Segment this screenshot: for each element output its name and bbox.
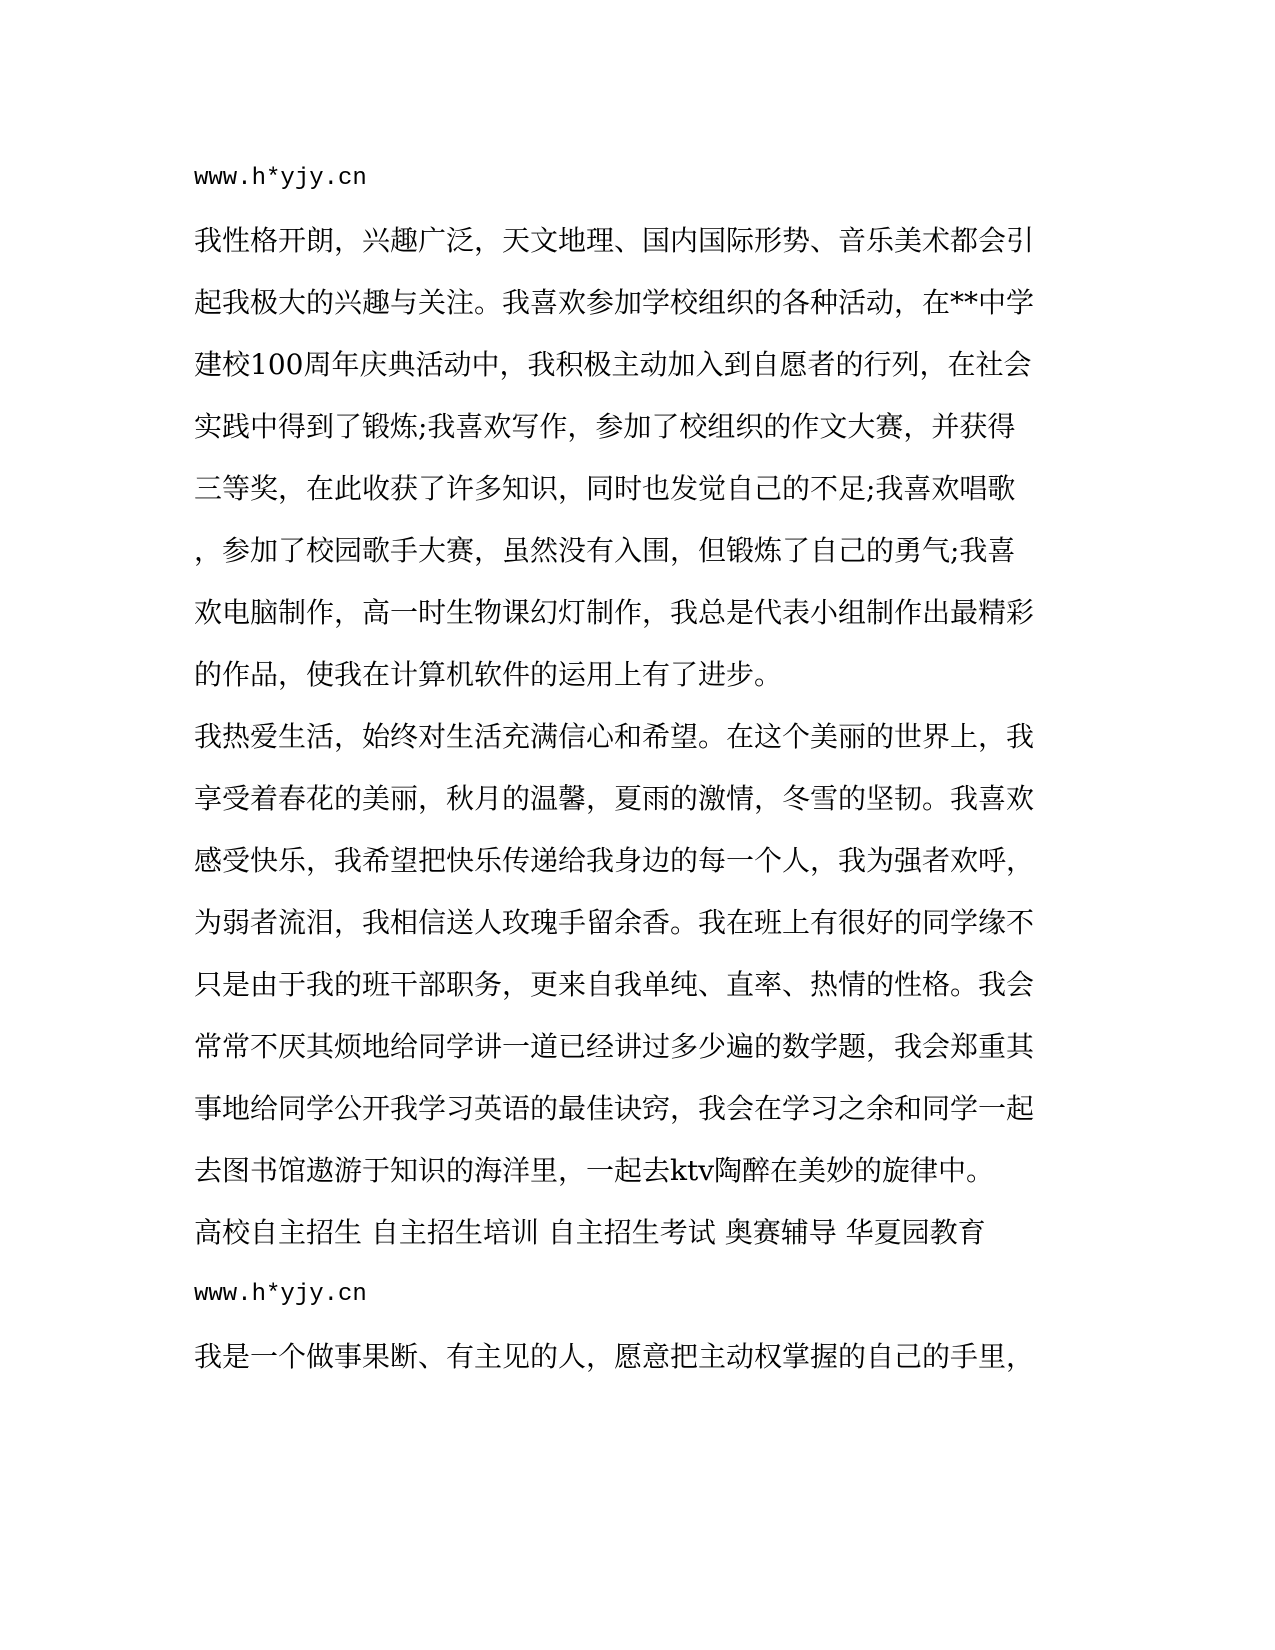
paragraph-line: 为弱者流泪，我相信送人玫瑰手留余香。我在班上有很好的同学缘不 [194,906,1035,939]
paragraph-line: 享受着春花的美丽，秋月的温馨，夏雨的激情，冬雪的坚韧。我喜欢 [194,782,1035,815]
paragraph-line: 实践中得到了锻炼;我喜欢写作，参加了校组织的作文大赛，并获得 [194,410,1016,443]
paragraph-line: 去图书馆遨游于知识的海洋里，一起去ktv陶醉在美妙的旋律中。 [194,1154,995,1187]
header-url: www.h*yjy.cn [194,165,367,192]
paragraph-line: 只是由于我的班干部职务，更来自我单纯、直率、热情的性格。我会 [194,968,1035,1001]
paragraph-line: 事地给同学公开我学习英语的最佳诀窍，我会在学习之余和同学一起 [194,1092,1035,1125]
paragraph-line: ，参加了校园歌手大赛，虽然没有入围，但锻炼了自己的勇气;我喜 [194,534,1016,567]
paragraph-line: 我性格开朗，兴趣广泛，天文地理、国内国际形势、音乐美术都会引 [194,224,1035,257]
paragraph-line: 感受快乐，我希望把快乐传递给我身边的每一个人，我为强者欢呼， [194,844,1035,877]
paragraph-line: 三等奖，在此收获了许多知识，同时也发觉自己的不足;我喜欢唱歌 [194,472,1016,505]
paragraph-line: 的作品，使我在计算机软件的运用上有了进步。 [194,658,783,691]
paragraph-line: 欢电脑制作，高一时生物课幻灯制作，我总是代表小组制作出最精彩 [194,596,1035,629]
footer-url: www.h*yjy.cn [194,1281,367,1308]
paragraph-line: 我热爱生活，始终对生活充满信心和希望。在这个美丽的世界上，我 [194,720,1035,753]
paragraph-line: 常常不厌其烦地给同学讲一道已经讲过多少遍的数学题，我会郑重其 [194,1030,1035,1063]
footer-keywords: 高校自主招生 自主招生培训 自主招生考试 奥赛辅导 华夏园教育 [194,1216,986,1249]
paragraph-line: 建校100周年庆典活动中，我积极主动加入到自愿者的行列，在社会 [194,348,1032,381]
paragraph-line: 我是一个做事果断、有主见的人，愿意把主动权掌握的自己的手里， [194,1340,1035,1373]
paragraph-line: 起我极大的兴趣与关注。我喜欢参加学校组织的各种活动，在**中学 [194,286,1035,319]
